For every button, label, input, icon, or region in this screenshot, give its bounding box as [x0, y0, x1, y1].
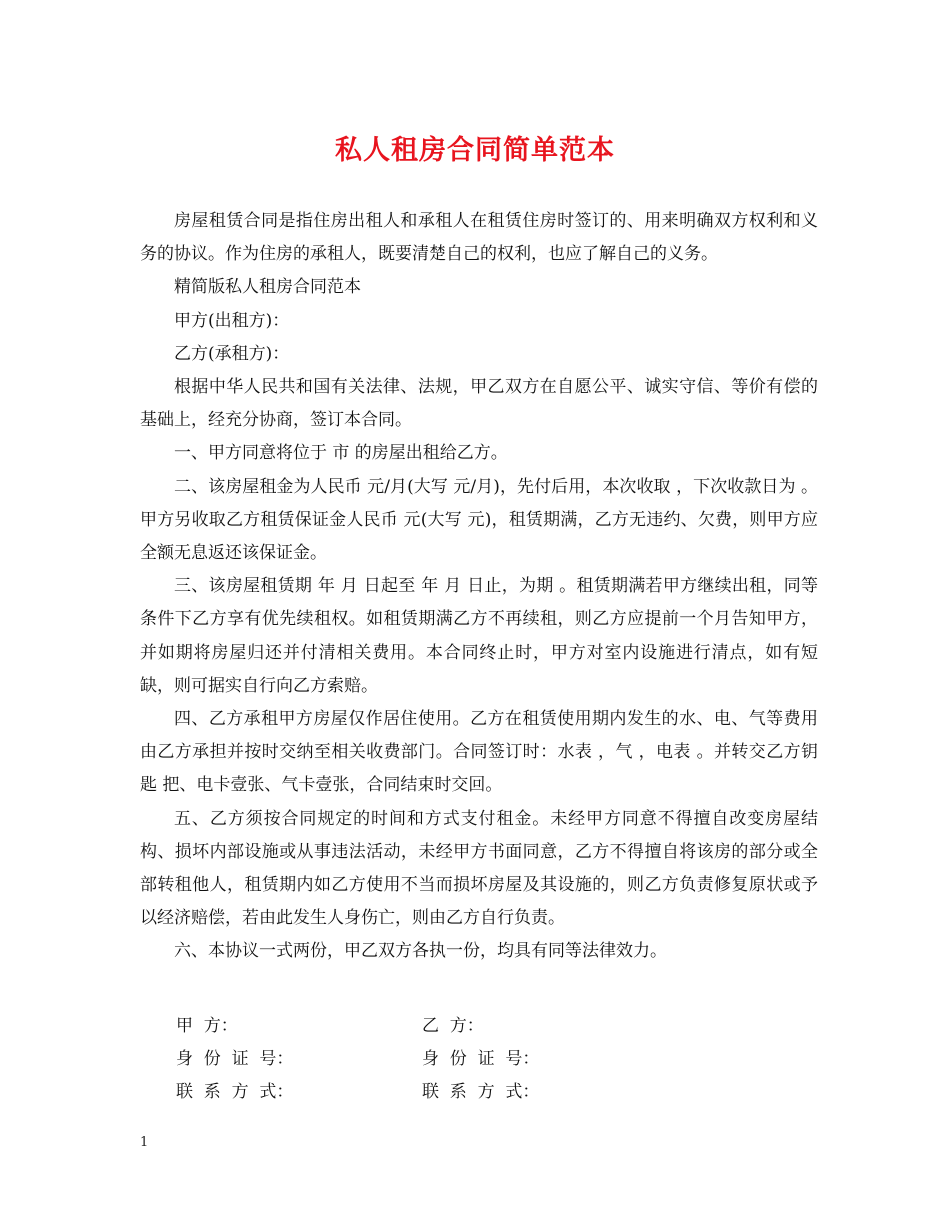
page-number: 1	[140, 1135, 149, 1150]
clause-2: 二、该房屋租金为人民币 元/月(大写 元/月)，先付后用，本次收取 ，下次收款日为 。甲方另收取乙方租赁保证金人民币 元(大写 元)，租赁期满，乙方无违约、欠费，则甲方应全额无息返还该保证金。	[140, 476, 818, 564]
document-body	[140, 205, 818, 969]
signature-row-contact	[176, 1076, 816, 1109]
contact-a-label: 联 系 方 式：	[176, 1082, 294, 1103]
id-b-label: 身 份 证 号：	[422, 1049, 540, 1070]
contact-b-label: 联 系 方 式：	[422, 1082, 540, 1103]
paragraph-intro: 房屋租赁合同是指住房出租人和承租人在租赁住房时签订的、用来明确双方权利和义务的协议。作为住房的承租人，既要清楚自己的权利，也应了解自己的义务。	[140, 211, 818, 265]
paragraph-subtitle: 精简版私人租房合同范本	[174, 277, 361, 298]
paragraph-preamble: 根据中华人民共和国有关法律、法规，甲乙双方在自愿公平、诚实守信、等价有偿的基础上，经充分协商，签订本合同。	[140, 377, 818, 431]
id-a-label: 身 份 证 号：	[176, 1049, 294, 1070]
signature-row-party	[176, 1010, 816, 1043]
paragraph-party-a: 甲方(出租方)：	[174, 310, 290, 331]
clause-5: 五、乙方须按合同规定的时间和方式支付租金。未经甲方同意不得擅自改变房屋结构、损坏内部设施或从事违法活动，未经甲方书面同意，乙方不得擅自将该房的部分或全部转租他人，租赁期内如乙方使用不当而损坏房屋及其设施的，则乙方负责修复原状或予以经济赔偿，若由此发生人身伤亡，则由乙方自行负责。	[140, 808, 818, 929]
paragraph-party-b: 乙方(承租方)：	[174, 343, 290, 364]
clause-3: 三、该房屋租赁期 年 月 日起至 年 月 日止，为期 。租赁期满若甲方继续出租，同等条件下乙方享有优先续租权。如租赁期满乙方不再续租，则乙方应提前一个月告知甲方，并如期将房屋归还并付清相关费用。本合同终止时，甲方对室内设施进行清点，如有短缺，则可据实自行向乙方索赔。	[140, 576, 818, 696]
clause-6: 六、本协议一式两份，甲乙双方各执一份，均具有同等法律效力。	[174, 941, 667, 962]
document-title: 私人租房合同简单范本	[335, 135, 615, 166]
clause-4: 四、乙方承租甲方房屋仅作居住使用。乙方在租赁使用期内发生的水、电、气等费用由乙方承担并按时交纳至相关收费部门。合同签订时：水表 ，气 ，电表 。并转交乙方钥匙 把、电卡壹张、气卡壹张，合同结束时交回。	[140, 709, 818, 796]
party-b-label: 乙 方：	[422, 1016, 484, 1036]
signature-row-id	[176, 1043, 816, 1076]
party-a-label: 甲 方：	[176, 1016, 238, 1036]
signature-block	[176, 1010, 816, 1110]
clause-1: 一、甲方同意将位于 市 的房屋出租给乙方。	[174, 443, 508, 464]
